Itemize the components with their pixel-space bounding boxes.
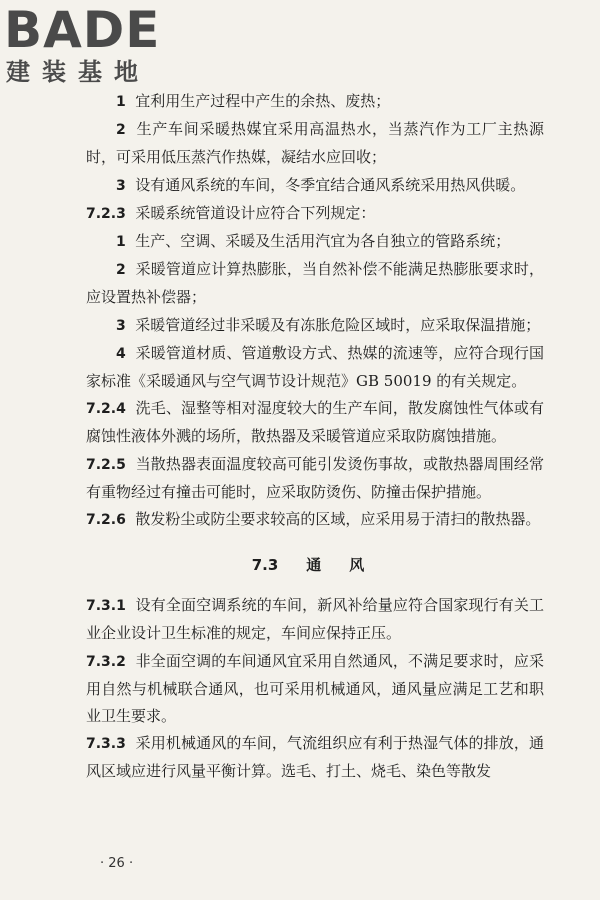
list-item: 4 采暖管道材质、管道敷设方式、热媒的流速等，应符合现行国家标准《采暖通风与空气调节设计规范》GB 50019 的有关规定。 xyxy=(86,343,544,391)
section-title-char: 风 xyxy=(349,556,365,575)
list-item: 3 设有通风系统的车间，冬季宜结合通风系统采用热风供暖。 xyxy=(116,175,526,194)
clause: 7.3.3 采用机械通风的车间，气流组织应有利于热湿气体的排放，通风区域应进行风量平衡计算。选毛、打土、烧毛、染色等散发 xyxy=(86,734,544,781)
list-item: 2 采暖管道应计算热膨胀，当自然补偿不能满足热膨胀要求时，应设置热补偿器； xyxy=(86,260,544,307)
list-item: 1 宜利用生产过程中产生的余热、废热； xyxy=(116,92,391,110)
logo-main-text: BADE xyxy=(4,1,161,59)
list-item: 1 生产、空调、采暖及生活用汽宜为各自独立的管路系统； xyxy=(116,232,511,251)
logo-sub-text: 建装基地 xyxy=(6,58,150,86)
clause: 7.2.4 洗毛、湿整等相对湿度较大的生产车间，散发腐蚀性气体或有腐蚀性液体外溅的场所，散热器及采暖管道应采取防腐蚀措施。 xyxy=(86,399,544,446)
document-body xyxy=(86,88,544,786)
clause: 7.2.5 当散热器表面温度较高可能引发烫伤事故，或散热器周围经常有重物经过有撞击可能时，应采取防烫伤、防撞击保护措施。 xyxy=(86,454,544,501)
section-number: 7.3 xyxy=(251,556,279,575)
section-heading xyxy=(86,554,544,576)
section-title-char: 通 xyxy=(306,556,322,575)
logo xyxy=(4,2,184,88)
clause: 7.3.1 设有全面空调系统的车间，新风补给量应符合国家现行有关工业企业设计卫生标准的规定，车间应保持正压。 xyxy=(86,596,544,643)
clause: 7.2.3 采暖系统管道设计应符合下列规定： xyxy=(86,203,376,222)
list-item: 2 生产车间采暖热媒宜采用高温热水，当蒸汽作为工厂主热源时，可采用低压蒸汽作热媒，凝结水应回收； xyxy=(86,120,544,167)
page-number: · 26 · xyxy=(100,856,134,871)
clause: 7.2.6 散发粉尘或防尘要求较高的区域，应采用易于清扫的散热器。 xyxy=(86,510,541,529)
list-item: 3 采暖管道经过非采暖及有冻胀危险区域时，应采取保温措施； xyxy=(116,315,541,334)
clause: 7.3.2 非全面空调的车间通风宜采用自然通风，不满足要求时，应采用自然与机械联合通风，也可采用机械通风，通风量应满足工艺和职业卫生要求。 xyxy=(86,651,544,726)
